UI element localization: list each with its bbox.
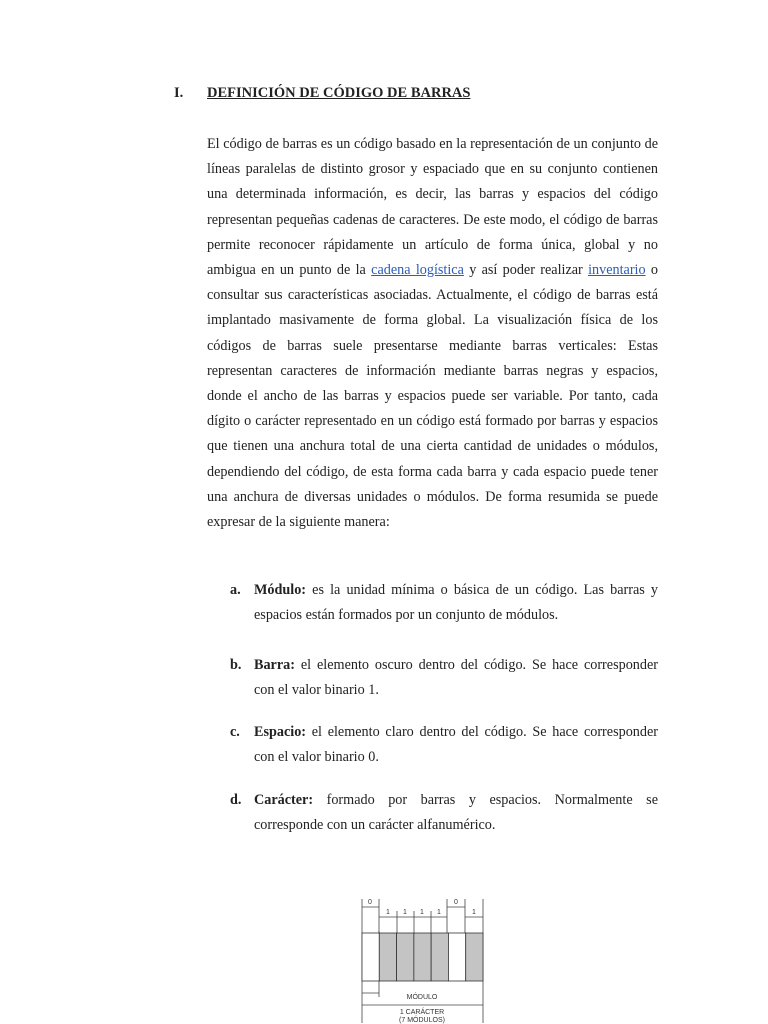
list-item-term: Espacio: [254, 724, 307, 740]
list-item-text: el elemento oscuro dentro del código. Se hace corresponder con el valor binario 1. [254, 657, 658, 699]
section-heading [174, 85, 470, 102]
bar-module [466, 933, 483, 981]
link-inventario[interactable]: inventario [588, 262, 646, 279]
bar-module [431, 933, 448, 981]
list-item-espacio [230, 720, 658, 771]
list-item-text: formado por barras y espacios. Normalmente se corresponde con un carácter alfanumérico. [254, 792, 658, 834]
definition-paragraph [207, 132, 658, 535]
link-cadena-logistica[interactable]: cadena logística [371, 262, 464, 279]
bit-label: 1 [420, 909, 424, 916]
list-item-text: el elemento claro dentro del código. Se hace corresponder con el valor binario 0. [254, 724, 658, 766]
bit-label: 1 [472, 909, 476, 916]
list-item-term: Módulo: [254, 582, 307, 598]
list-item-letter: a. [230, 582, 241, 598]
list-item-caracter [230, 788, 658, 839]
bar-module [379, 933, 396, 981]
list-item-modulo [230, 578, 658, 629]
bit-label: 0 [454, 899, 458, 906]
section-number: I. [174, 85, 184, 101]
space-module [362, 933, 379, 981]
list-item-text: es la unidad mínima o básica de un código. Las barras y espacios están formados por un conjunto de módulos. [254, 582, 658, 624]
module-label: MÓDULO [406, 994, 438, 1001]
barcode-bars [362, 933, 483, 981]
bar-module [397, 933, 414, 981]
figure-caption-sub: (7 MÓDULOS) [399, 1017, 445, 1024]
list-item-letter: b. [230, 657, 242, 673]
paragraph-text-1: El código de barras es un código basado en la representación de un conjunto de líneas paralelas de distinto grosor y espaciado que en su conjunto contienen una determinada información, es decir, las barras y espacios del código representan pequeñas cadenas de caracteres. De este modo, el código de barras permite reconocer rápidamente un artículo de forma única, global y no ambigua en un punto de la [207, 136, 658, 279]
section-title: DEFINICIÓN DE CÓDIGO DE BARRAS [207, 85, 471, 101]
paragraph-text-3: o consultar sus características asociadas. Actualmente, el código de barras está implantado masivamente de forma global. La visualización física de los códigos de barras suele presentarse mediante barras verticales: Estas representan caracteres de información mediante barras negras y espacios, donde el ancho de las barras y espacios puede ser variable. Por tanto, cada dígito o carácter representado en un código está formado por barras y espacios que tienen una anchura total de una cierta cantidad de unidades o módulos, dependiendo del código, de esta forma cada barra y cada espacio puede tener una anchura de diversas unidades o módulos. De forma resumida se puede expresar de la siguiente manera: [207, 262, 658, 531]
list-item-term: Carácter: [254, 792, 314, 808]
bar-module [414, 933, 431, 981]
list-item-term: Barra: [254, 657, 295, 673]
list-item-letter: c. [230, 724, 240, 740]
list-item-barra [230, 653, 658, 704]
bit-label: 1 [403, 909, 407, 916]
list-item-letter: d. [230, 792, 242, 808]
space-module [448, 933, 465, 981]
figure-caption: 1 CARÁCTER [399, 1009, 445, 1016]
paragraph-text-2: y así poder realizar [463, 262, 589, 279]
bit-label: 1 [386, 909, 390, 916]
barcode-character-diagram [355, 893, 490, 1024]
bit-label: 1 [437, 909, 441, 916]
bit-label: 0 [368, 899, 372, 906]
